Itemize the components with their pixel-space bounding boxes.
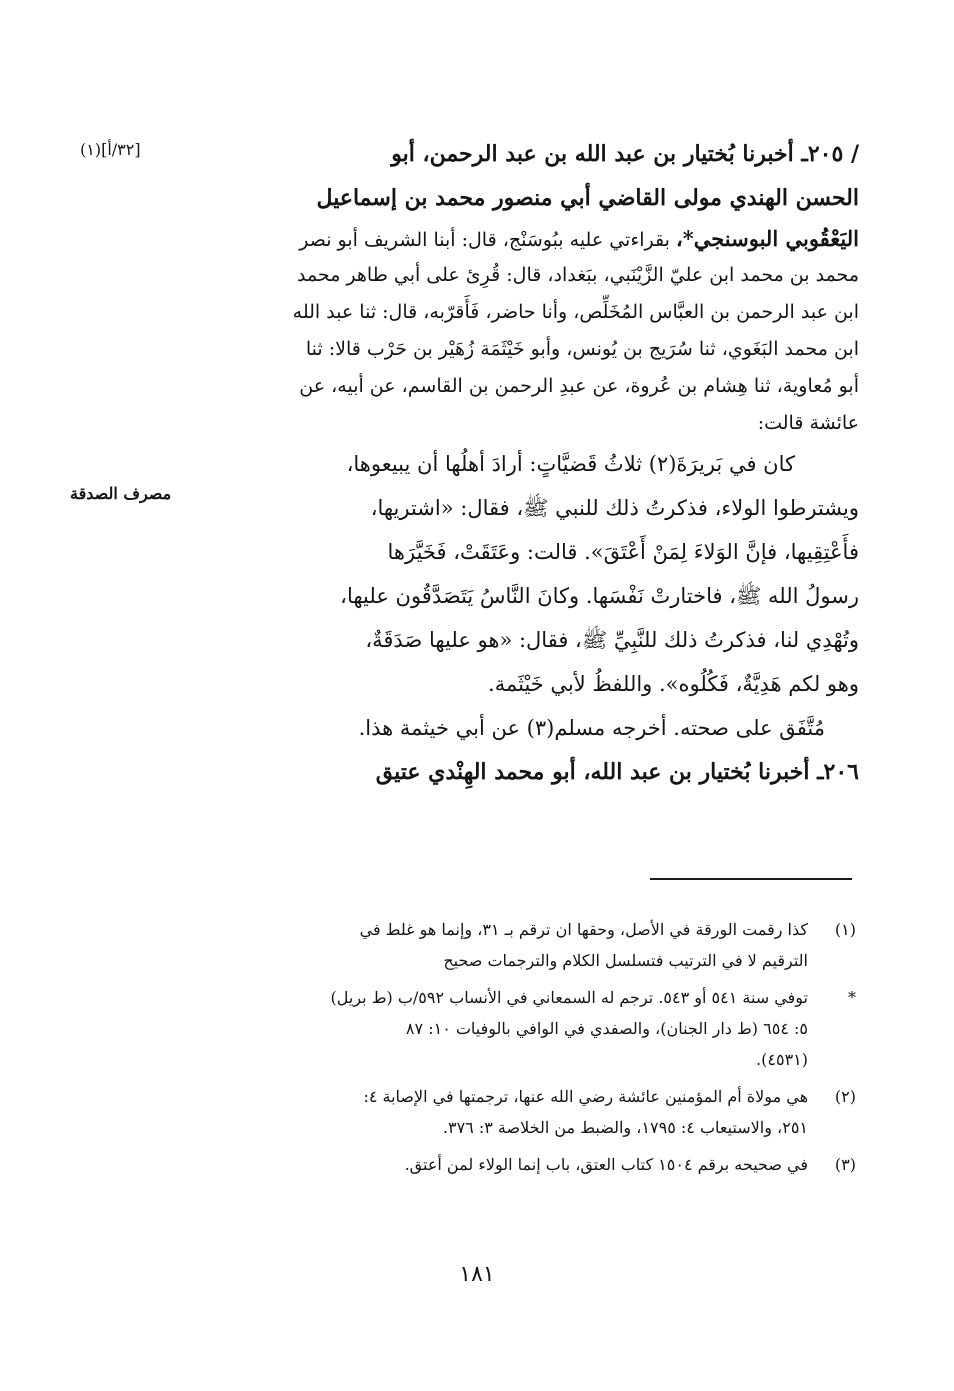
hadith-205-takhrij [241, 706, 859, 750]
matn-line-1: كان في بَريرَةَ(٢) ثلاثُ قَضيَّاتٍ: أرادَ أهلُها أن يبيعوها، [346, 452, 795, 476]
narrator-line-rest: بقراءتي عليه ببُوسَنْج، قال: أبنا الشريف أبو نصر [299, 229, 676, 251]
footnote-separator [650, 878, 852, 880]
footnote-line: في صحيحه برقم ١٥٠٤ كتاب العتق، باب إنما الولاء لمن أعتق. [404, 1155, 808, 1174]
matn-line-2: ويشترطوا الولاء، فذكرتُ ذلك للنبي ﷺ، فقال: «اشتريها، [370, 496, 859, 520]
margin-topic-label: مصرف الصدقة [70, 484, 172, 503]
isnad-line-4: أبو مُعاوية، ثنا هِشام بن عُروة، عن عبدِ الرحمن بن القاسم، عن أبيه، عن [299, 375, 859, 397]
matn-line-5: وتُهْدِي لنا، فذكرتُ ذلك للنَّبِيِّ ﷺ، فقال: «هو عليها صَدَقَةٌ، [365, 628, 859, 652]
footnote-3 [246, 1149, 856, 1180]
footnote-mark: (٣) [834, 1155, 856, 1174]
isnad-line-5: عائشة قالت: [757, 412, 859, 434]
footnote-body [246, 1081, 808, 1143]
isnad-line-3: ابن محمد البَغَوي، ثنا سُرَيج بن يُونس، وأبو خَيْثَمَة زُهَيْر بن حَرْب قالا: ثنا [305, 338, 859, 360]
footnote-body [246, 982, 808, 1075]
matn-line-4: رسولُ الله ﷺ، فاختارتْ نَفْسَها. وكانَ النَّاسُ يَتَصَدَّقُون عليها، [340, 584, 859, 608]
footnote-line: توفي سنة ٥٤١ أو ٥٤٣. ترجم له السمعاني في الأنساب ٥٩٢/ب (ط بريل) [330, 988, 808, 1007]
folio-reference: [٣٢/أ](١) [80, 140, 141, 159]
hadith-205-heading-line-1: / ٢٠٥ـ أخبرنا بُختيار بن عبد الله بن عبد الرحمن، أبو [391, 141, 859, 167]
hadith-206-heading-line: ٢٠٦ـ أخبرنا بُختيار بن عبد الله، أبو محمد الهِنْدي عتيق [375, 759, 859, 785]
footnote-asterisk [246, 982, 856, 1075]
takhrij-line: مُتَّفَق على صحته. أخرجه مسلم(٣) عن أبي خيثمة هذا. [358, 716, 825, 740]
footnote-line: (٤٥٣١). [756, 1050, 808, 1069]
hadith-205-matn [241, 442, 859, 706]
footnote-line: كذا رقمت الورقة في الأصل، وحقها ان ترقم بـ ٣١، وإنما هو غلط في [359, 920, 808, 939]
footnote-line: هي مولاة أم المؤمنين عائشة رضي الله عنها، ترجمتها في الإصابة ٤: [363, 1087, 808, 1106]
main-text-block [241, 132, 859, 794]
hadith-205-narrator-line [241, 220, 859, 257]
footnote-body [246, 1149, 808, 1180]
footnote-line: ٢٥١، والاستيعاب ٤: ١٧٩٥، والضبط من الخلاصة ٣: ٣٧٦. [442, 1118, 808, 1137]
footnote-2 [246, 1081, 856, 1143]
footnote-mark: * [848, 988, 856, 1007]
page-number: ١٨١ [459, 1262, 495, 1287]
footnote-1 [246, 914, 856, 976]
narrator-name: اليَعْقُوبي البوسنجي*، [675, 226, 859, 251]
hadith-205-isnad [241, 132, 859, 442]
isnad-line-1: محمد بن محمد ابن عليّ الزَّيْنَبي، ببَغداد، قال: قُرِئ على أبي طاهر محمد [296, 264, 859, 286]
footnote-mark: (٢) [834, 1087, 856, 1106]
footnotes [246, 914, 856, 1186]
footnote-body [246, 914, 808, 976]
isnad-line-2: ابن عبد الرحمن بن العبَّاس المُخَلِّص، وأنا حاضر، فَأَقرّبه، قال: ثنا عبد الله [292, 301, 859, 323]
hadith-205-heading-line-2: الحسن الهندي مولى القاضي أبي منصور محمد بن إسماعيل [316, 185, 859, 211]
hadith-206 [241, 750, 859, 794]
footnote-line: ٥: ٦٥٤ (ط دار الجنان)، والصفدي في الوافي بالوفيات ١٠: ٨٧ [405, 1019, 808, 1038]
footnote-mark: (١) [834, 920, 856, 939]
matn-line-6: وهو لكم هَدِيَّةٌ، فَكُلُوه». واللفظُ لأبي خَيْثَمة. [488, 672, 859, 696]
matn-line-3: فأَعْتِقِيها، فإنَّ الوَلاءَ لِمَنْ أَعْتَقَ». قالت: وعَتَقَتْ، فَخَيَّرَها [387, 540, 859, 564]
footnote-line: الترقيم لا في الترتيب فتسلسل الكلام والترجمات صحيح [443, 951, 808, 970]
